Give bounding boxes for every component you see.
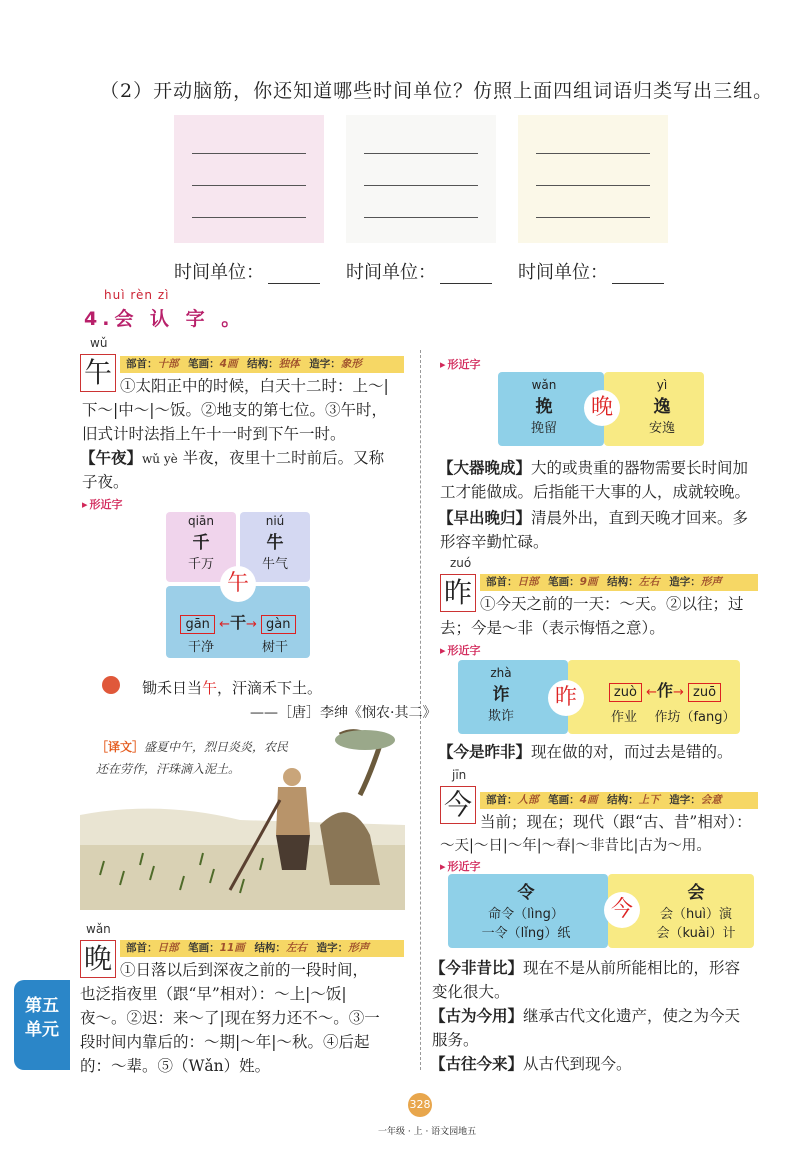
unit-label: 时间单位：	[346, 262, 436, 283]
wan-left-char: 挽	[535, 397, 553, 417]
niu-word: 牛气	[261, 557, 288, 572]
zuo-similar-tag: ▸ 形近字	[440, 642, 481, 658]
gan2-word: 树干	[261, 640, 288, 655]
farmer-illustration	[80, 705, 405, 910]
zuo-def-line2: 去；今是～非（表示悔悟之意）。	[440, 619, 665, 637]
wan-left-pinyin: wǎn	[531, 378, 557, 392]
jin-left-char: 令	[517, 883, 535, 903]
writing-box-2[interactable]	[346, 115, 496, 243]
unit-label: 时间单位：	[174, 262, 264, 283]
wan-def-line2: 也泛指夜里（跟“早”相对）：～上|～饭|	[80, 985, 347, 1003]
writing-box-1[interactable]	[174, 115, 324, 243]
poem-line: 锄禾日当午，汗滴禾下土。	[142, 679, 323, 697]
wan-center-char: 晚	[584, 390, 620, 426]
writing-box-3[interactable]	[518, 115, 668, 243]
zuo-term1: 【今是昨非】现在做的对，而过去是错的。	[438, 742, 733, 761]
wan-def-line5: 的：～辈。⑤（Wǎn）姓。	[80, 1057, 271, 1075]
zuo-left-pinyin: zhà	[490, 666, 512, 680]
footer-text: 一年级 · 上 · 语文园地五	[378, 1127, 477, 1137]
gan2-pinyin: gàn	[261, 615, 295, 634]
jin-term2-cont: 服务。	[432, 1031, 479, 1049]
jin-similar-tag: ▸ 形近字	[440, 858, 481, 874]
qian-pinyin: qiān	[188, 514, 214, 528]
poem-translation: ［译文］盛夏中午，烈日炎炎，农民 还在劳作，汗珠滴入泥土。	[96, 740, 289, 776]
wan-right-char: 逸	[653, 397, 671, 417]
unit-field-2[interactable]	[346, 258, 492, 284]
page-number: 328	[408, 1093, 432, 1117]
wan-right-word: 安逸	[648, 421, 675, 436]
qian-word: 千万	[187, 557, 214, 572]
niu-pinyin: niú	[265, 514, 285, 528]
poem-highlight-char: 午	[202, 679, 218, 697]
jin-term3: 【古往今来】从古代到现今。	[430, 1054, 632, 1073]
wan-pinyin: wǎn	[86, 922, 111, 936]
wan-def-line3: 夜～。②迟：来～了|现在努力还不～。③一	[80, 1009, 380, 1027]
wu-meta: 部首：十部 笔画：4画 结构：独体 造字：象形	[120, 356, 404, 373]
wan-meta: 部首：日部 笔画：11画 结构：左右 造字：形声	[120, 940, 404, 957]
jin-term1-cont: 变化很大。	[432, 983, 510, 1001]
zuo1-pinyin: zuò	[609, 683, 642, 702]
wan-similar-tag: ▸ 形近字	[440, 356, 481, 372]
wu-center-char: 午	[220, 566, 256, 602]
wan-right-pinyin: yì	[656, 378, 668, 392]
wan-def-line4: 段时间内靠后的：～期|～年|～秋。④后起	[80, 1033, 370, 1051]
zuo-char: 昨	[440, 574, 476, 612]
zuo-word1: 作业	[610, 710, 637, 725]
zuo-left-char: 诈	[492, 685, 510, 705]
column-divider	[420, 350, 421, 1070]
unit-field-1[interactable]	[174, 258, 320, 284]
jin-term2: 【古为今用】继承古代文化遗产，使之为今天	[430, 1006, 741, 1025]
jin-char: 今	[440, 786, 476, 824]
zuo-left-word: 欺诈	[487, 709, 514, 724]
unit-field-3[interactable]	[518, 258, 664, 284]
gan-char: 干	[229, 613, 246, 632]
poem-bullet-icon	[102, 676, 120, 694]
wan-term1-cont: 工才能做成。后指能干大事的人，成就较晚。	[440, 483, 751, 501]
wu-char: 午	[80, 354, 116, 392]
jin-meta: 部首：人部 笔画：4画 结构：上下 造字：会意	[480, 792, 758, 809]
section-pinyin: huì rèn zì	[104, 288, 170, 302]
wan-def-line1: ①日落以后到深夜之前的一段时间，	[120, 961, 369, 979]
wu-term-def2: 子夜。	[82, 473, 129, 491]
jin-left-word2: 一令（lǐng）纸	[481, 926, 571, 941]
unit-tab-line2: 单元	[25, 1020, 59, 1040]
jin-pinyin: jīn	[452, 768, 467, 782]
gan1-pinyin: gān	[180, 615, 214, 634]
zuo-center-char: 昨	[548, 680, 584, 716]
niu-char: 牛	[266, 533, 284, 553]
wan-term2: 【早出晚归】清晨外出，直到天晚才回来。多	[438, 508, 749, 527]
zuo-word2: 作坊（fang）	[654, 710, 736, 725]
wan-char: 晚	[80, 940, 116, 978]
wu-pinyin: wǔ	[90, 336, 108, 350]
jin-term1: 【今非昔比】现在不是从前所能相比的，形容	[430, 958, 741, 977]
unit-tab[interactable]	[14, 980, 70, 1070]
jin-def-line2: ～天|～日|～年|～春|～非昔比|古为～用。	[440, 838, 711, 854]
question-text: （2）开动脑筋，你还知道哪些时间单位？仿照上面四组词语归类写出三组。	[100, 80, 774, 102]
wu-def-line1: ①太阳正中的时候，白天十二时：上～|	[120, 377, 389, 395]
unit-tab-line1: 第五	[25, 996, 59, 1016]
jin-def-line1: 当前；现在；现代（跟“古、昔”相对）：	[480, 813, 752, 831]
jin-center-char: 今	[604, 892, 640, 928]
zuo-meta: 部首：日部 笔画：9画 结构：左右 造字：形声	[480, 574, 758, 591]
gan1-word: 干净	[187, 640, 214, 655]
jin-left-word1: 命令（lìng）	[488, 907, 564, 922]
wu-similar-tag: ▸ 形近字	[82, 496, 123, 512]
zuo2-pinyin: zuō	[688, 683, 721, 702]
zuo-pinyin: zuó	[450, 556, 472, 570]
section-title: 4.会 认 字 。	[84, 308, 246, 330]
zuo-similar-char: 作	[656, 681, 673, 700]
zuo-def-line1: ①今天之前的一天：～天。②以往；过	[480, 595, 744, 613]
jin-right-word1: 会（huì）演	[659, 907, 733, 922]
wu-def-line2: 下～|中～|～饭。②地支的第七位。③午时，	[82, 401, 387, 419]
wan-left-word: 挽留	[530, 421, 557, 436]
wu-def-line3: 旧式计时法指上午十一时到下午一时。	[82, 425, 346, 443]
wan-term2-cont: 形容辛勤忙碌。	[440, 533, 549, 551]
jin-right-char: 会	[687, 883, 705, 903]
qian-char: 千	[192, 533, 210, 553]
poem-source: ——［唐］李绅《悯农·其二》	[250, 705, 437, 721]
jin-right-word2: 会（kuài）计	[656, 926, 736, 941]
unit-label: 时间单位：	[518, 262, 608, 283]
wu-term: 【午夜】wǔ yè 半夜，夜里十二时前后。又称	[80, 448, 385, 467]
wan-term1: 【大器晚成】大的或贵重的器物需要长时间加	[438, 458, 749, 477]
